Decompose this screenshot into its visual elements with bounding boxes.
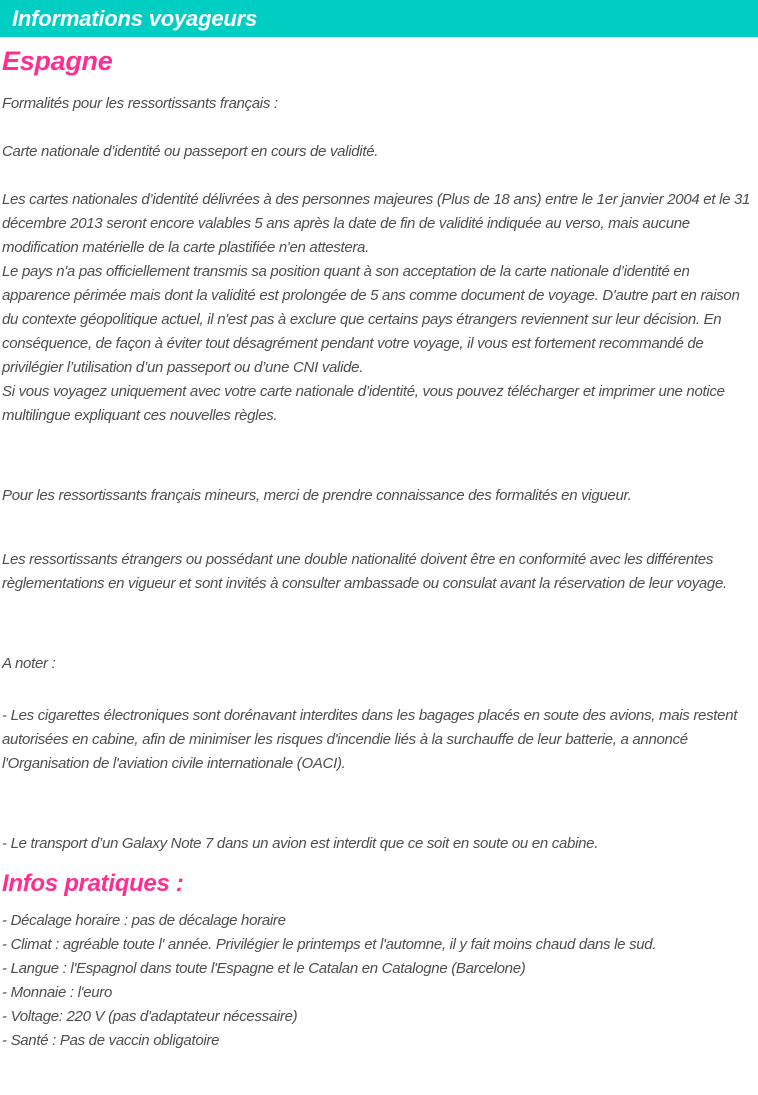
info-item-monnaie: - Monnaie : l'euro: [2, 984, 113, 1001]
country-heading: Espagne: [2, 46, 113, 76]
paragraph-notice-multilingue: Si vous voyagez uniquement avec votre carte nationale d’identité, vous pouvez télécharger et imprimer une notice multilingue expliquant ces nouvelles règles.: [2, 383, 725, 424]
paragraph-mineurs: Pour les ressortissants français mineurs, merci de prendre connaissance des formalités en vigueur.: [2, 487, 632, 504]
paragraph-cartes-validite: Les cartes nationales d’identité délivrées à des personnes majeures (Plus de 18 ans) entre le 1er janvier 2004 et le 31 décembre 2013 seront encore valables 5 ans après la date de fin de validité indiquée au verso, mais aucune modification matérielle de la carte plastifiée n'en attestera.: [2, 191, 751, 256]
paragraph-formalites-intro: Formalités pour les ressortissants français :: [2, 95, 278, 112]
infos-pratiques-heading: Infos pratiques :: [2, 870, 184, 897]
paragraph-cigarettes: - Les cigarettes électroniques sont dorénavant interdites dans les bagages placés en soute des avions, mais restent autorisées en cabine, afin de minimiser les risques d'incendie liés à la surchauffe de leur batterie, a annoncé l'Organisation de l'aviation civile internationale (OACI).: [2, 707, 738, 772]
paragraph-a-noter: A noter :: [2, 655, 56, 672]
info-item-voltage: - Voltage: 220 V (pas d'adaptateur nécessaire): [2, 1008, 298, 1025]
paragraph-position-pays: Le pays n'a pas officiellement transmis sa position quant à son acceptation de la carte nationale d’identité en apparence périmée mais dont la validité est prolongée de 5 ans comme document de voyage. D'autre part en raison du contexte géopolitique actuel, il n'est pas à exclure que certains pays étrangers reviennent sur leur décision. En conséquence, de façon à éviter tout désagrément pendant votre voyage, il vous est fortement recommandé de privilégier l’utilisation d’un passeport ou d’une CNI valide.: [2, 263, 740, 376]
info-item-langue: - Langue : l'Espagnol dans toute l'Espagne et le Catalan en Catalogne (Barcelone): [2, 960, 526, 977]
paragraph-galaxy-note: - Le transport d’un Galaxy Note 7 dans un avion est interdit que ce soit en soute ou en cabine.: [2, 835, 599, 852]
info-item-decalage: - Décalage horaire : pas de décalage horaire: [2, 912, 286, 929]
info-item-sante: - Santé : Pas de vaccin obligatoire: [2, 1032, 220, 1049]
page-title: Informations voyageurs: [12, 5, 257, 31]
paragraph-carte-identite: Carte nationale d’identité ou passeport en cours de validité.: [2, 143, 379, 160]
header-bar: [0, 0, 758, 37]
info-item-climat: - Climat : agréable toute l' année. Privilégier le printemps et l'automne, il y fait moins chaud dans le sud.: [2, 936, 657, 953]
content-area: [0, 46, 758, 1053]
paragraph-etrangers: Les ressortissants étrangers ou possédant une double nationalité doivent être en conformité avec les différentes règlementations en vigueur et sont invités à consulter ambassade ou consulat avant la réservation de leur voyage.: [2, 551, 727, 592]
info-list: [2, 909, 756, 1053]
